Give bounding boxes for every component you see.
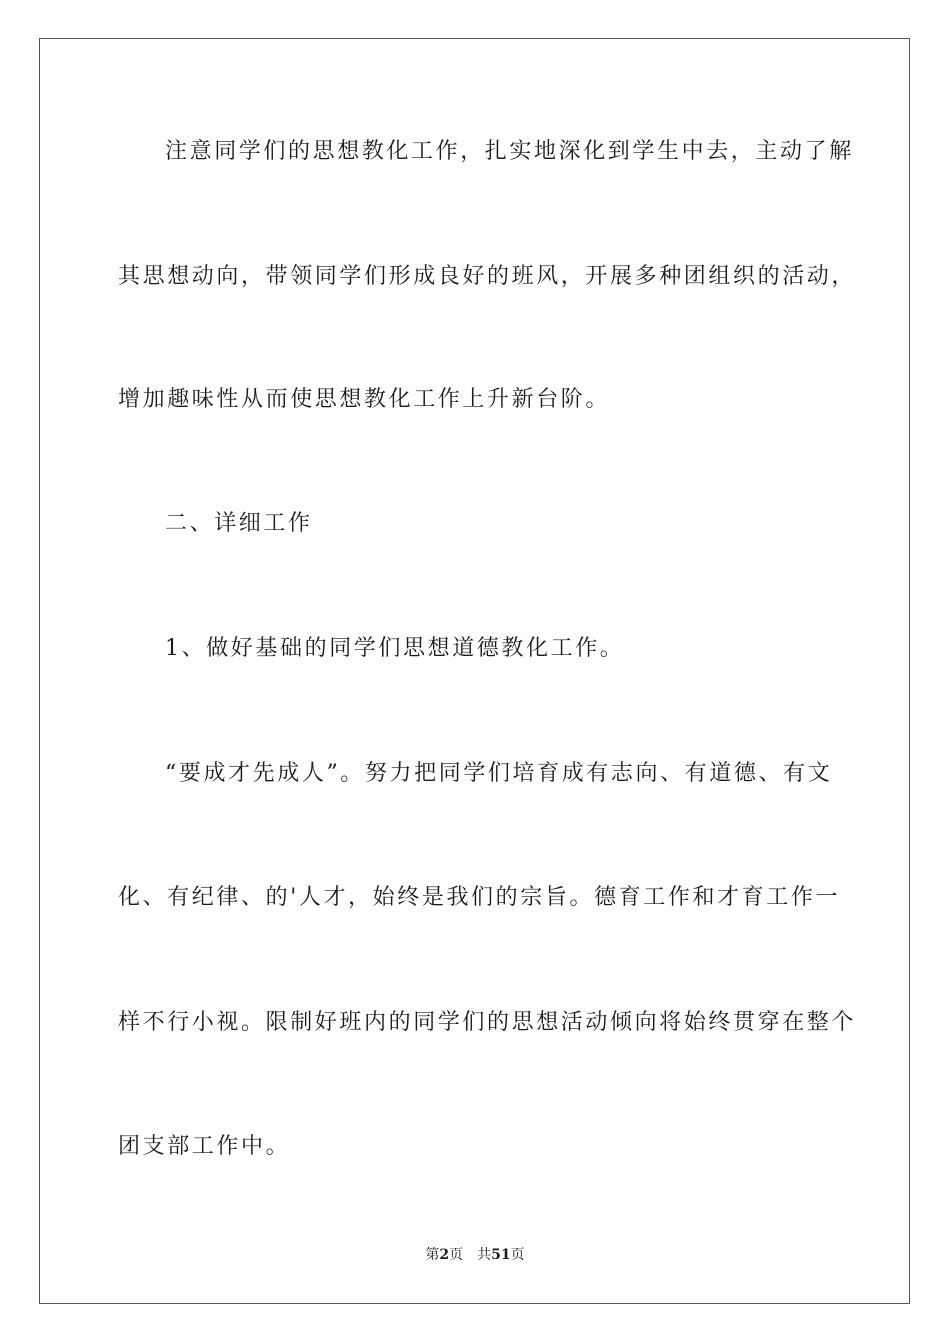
- paragraph-4-line-4: 团支部工作中。: [118, 1134, 291, 1159]
- paragraph-1-line-2: 其思想动向，带领同学们形成良好的班风，开展多种团组织的活动，: [118, 264, 857, 289]
- section-heading: 二、详细工作: [165, 511, 313, 536]
- total-prefix: 共: [477, 1247, 492, 1263]
- page-prefix: 第: [425, 1247, 440, 1263]
- page-frame: [39, 38, 910, 1304]
- paragraph-1-line-1: 注意同学们的思想教化工作，扎实地深化到学生中去，主动了解: [165, 139, 854, 164]
- page-suffix: 页: [449, 1247, 464, 1263]
- total-pages: 51: [491, 1247, 511, 1263]
- paragraph-4-line-1: “要成才先成人”。努力把同学们培育成有志向、有道德、有文: [165, 761, 833, 786]
- paragraph-4-line-3: 样不行小视。限制好班内的同学们的思想活动倾向将始终贯穿在整个: [118, 1010, 857, 1035]
- paragraph-1-line-3: 增加趣味性从而使思想教化工作上升新台阶。: [118, 387, 611, 412]
- paragraph-4-line-2: 化、有纪律、的'人才，始终是我们的宗旨。德育工作和才育工作一: [118, 885, 841, 910]
- subsection-heading: 1、做好基础的同学们思想道德教化工作。: [165, 636, 625, 661]
- total-suffix: 页: [510, 1247, 525, 1263]
- page-number: 2: [439, 1247, 450, 1263]
- page-footer: [0, 1245, 950, 1265]
